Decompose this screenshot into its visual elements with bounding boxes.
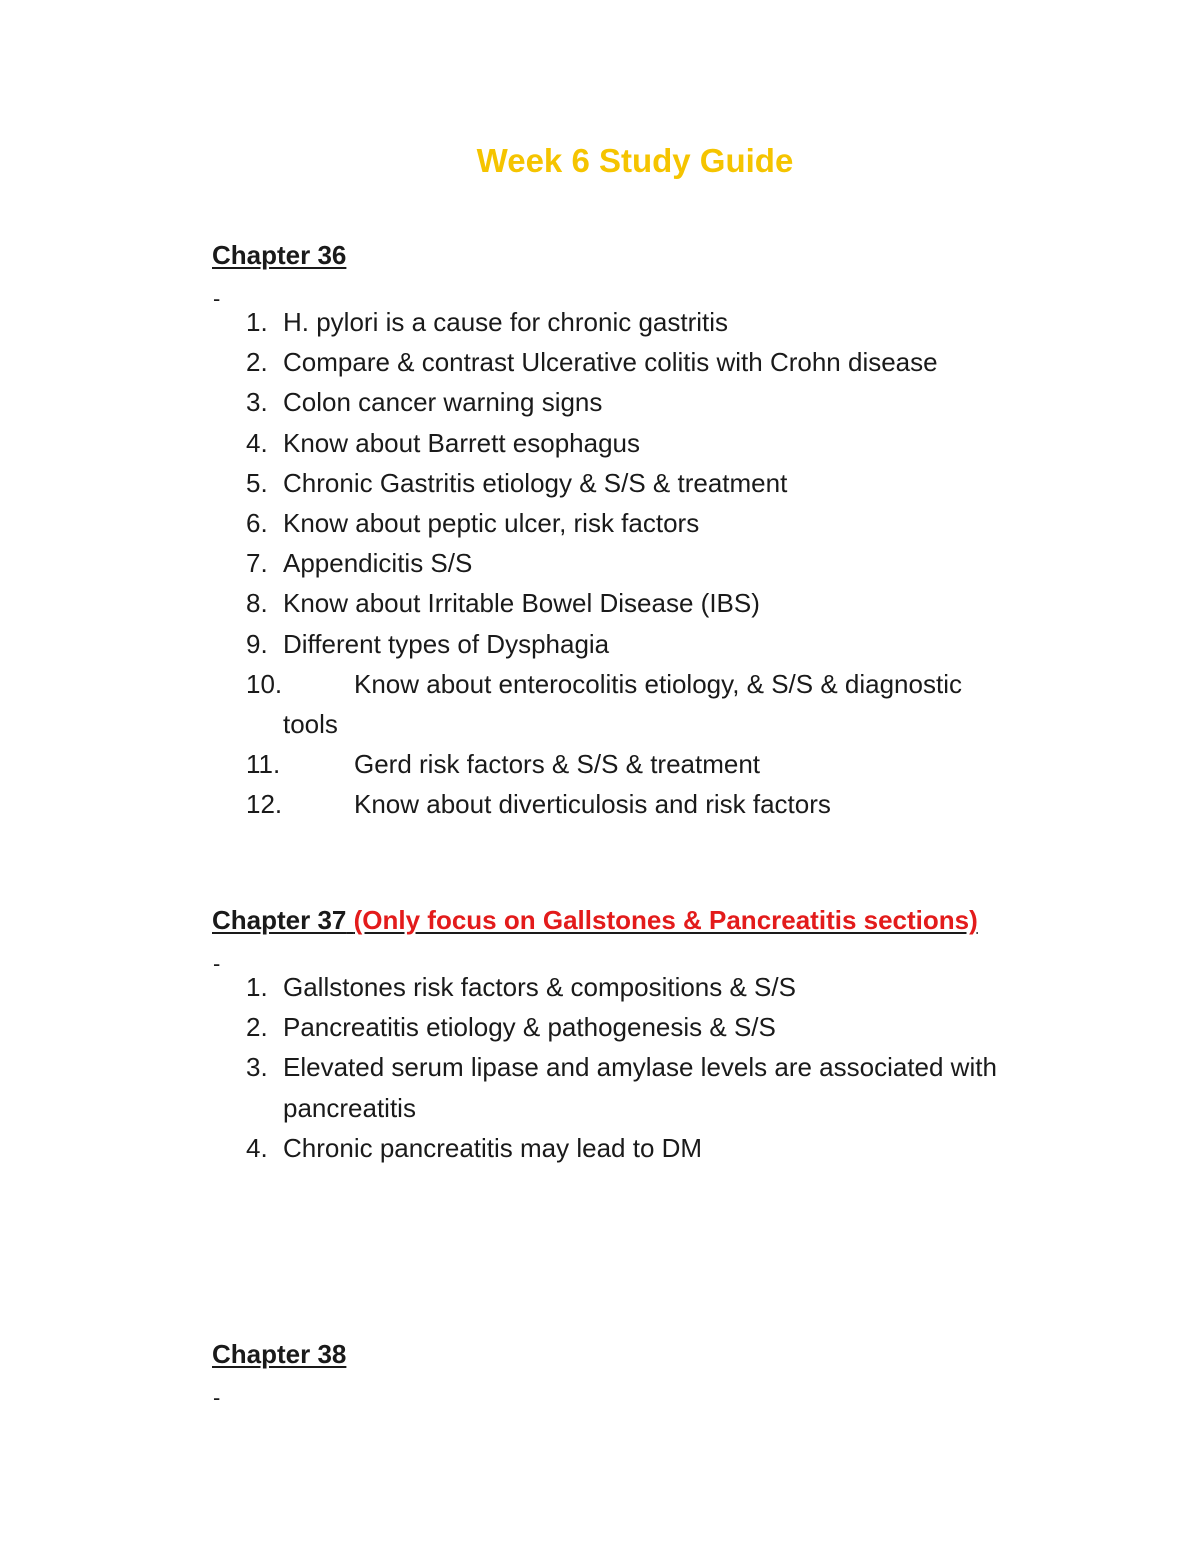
dash-marker: - [213, 286, 221, 311]
list-item-continuation: tools [283, 709, 338, 739]
list-item-continuation: pancreatitis [283, 1092, 416, 1123]
list-item-number: 4. [246, 427, 268, 458]
list-item-number: 7. [246, 548, 268, 579]
chapter-heading-37 [212, 905, 978, 936]
list-item-text: Know about diverticulosis and risk factors [354, 789, 831, 820]
list-item-number: 1. [246, 307, 268, 337]
chapter-heading-38 [212, 1339, 346, 1370]
dash-marker: - [213, 1385, 221, 1410]
list-item-number: 5. [246, 467, 268, 498]
list-item-number: 1. [246, 972, 268, 1002]
list-item-text: Pancreatitis etiology & pathogenesis & S/S [283, 1012, 776, 1043]
page-title: Week 6 Study Guide [476, 142, 794, 179]
list-item-text: Gerd risk factors & S/S & treatment [354, 749, 761, 780]
list-item-text: Colon cancer warning signs [283, 387, 603, 418]
list-item-number: 9. [246, 628, 268, 659]
list-item-number: 2. [246, 1012, 268, 1043]
list-item-text: H. pylori is a cause for chronic gastritis [283, 307, 729, 337]
list-item-text: Appendicitis S/S [283, 548, 473, 579]
list-item-number: 3. [246, 387, 268, 418]
list-item-text: Elevated serum lipase and amylase levels are associated with [283, 1052, 997, 1083]
list-item-number: 3. [246, 1052, 268, 1083]
list-item-text: Chronic pancreatitis may lead to DM [283, 1132, 703, 1163]
list-item-text: Know about Barrett esophagus [283, 427, 641, 458]
list-item-text: Gallstones risk factors & compositions & S/S [283, 972, 796, 1002]
chapter-focus-note: (Only focus on Gallstones & Pancreatitis sections) [353, 905, 978, 935]
chapter-title: Chapter 36 [212, 240, 347, 270]
list-item-text: Know about peptic ulcer, risk factors [283, 508, 700, 538]
list-item-number: 8. [246, 588, 268, 619]
list-item-text: Know about Irritable Bowel Disease (IBS) [283, 588, 760, 619]
list-item-number: 2. [246, 347, 268, 378]
list-item-text: Know about enterocolitis etiology, & S/S & diagnostic [354, 668, 962, 699]
list-item-number: 12. [246, 789, 283, 820]
list-item-number: 10. [246, 668, 283, 699]
list-item-text: Compare & contrast Ulcerative colitis with Crohn disease [283, 347, 938, 378]
list-item-text: Different types of Dysphagia [283, 628, 610, 659]
dash-marker: - [213, 951, 221, 976]
chapter-title: Chapter 38 [212, 1339, 347, 1369]
list-item-number: 11. [246, 749, 281, 780]
list-item-number: 6. [246, 508, 268, 538]
chapter-heading-36 [212, 240, 346, 271]
chapter-title: Chapter 37 [212, 905, 347, 935]
list-item-text: Chronic Gastritis etiology & S/S & treatment [283, 467, 788, 498]
list-item-number: 4. [246, 1132, 268, 1163]
